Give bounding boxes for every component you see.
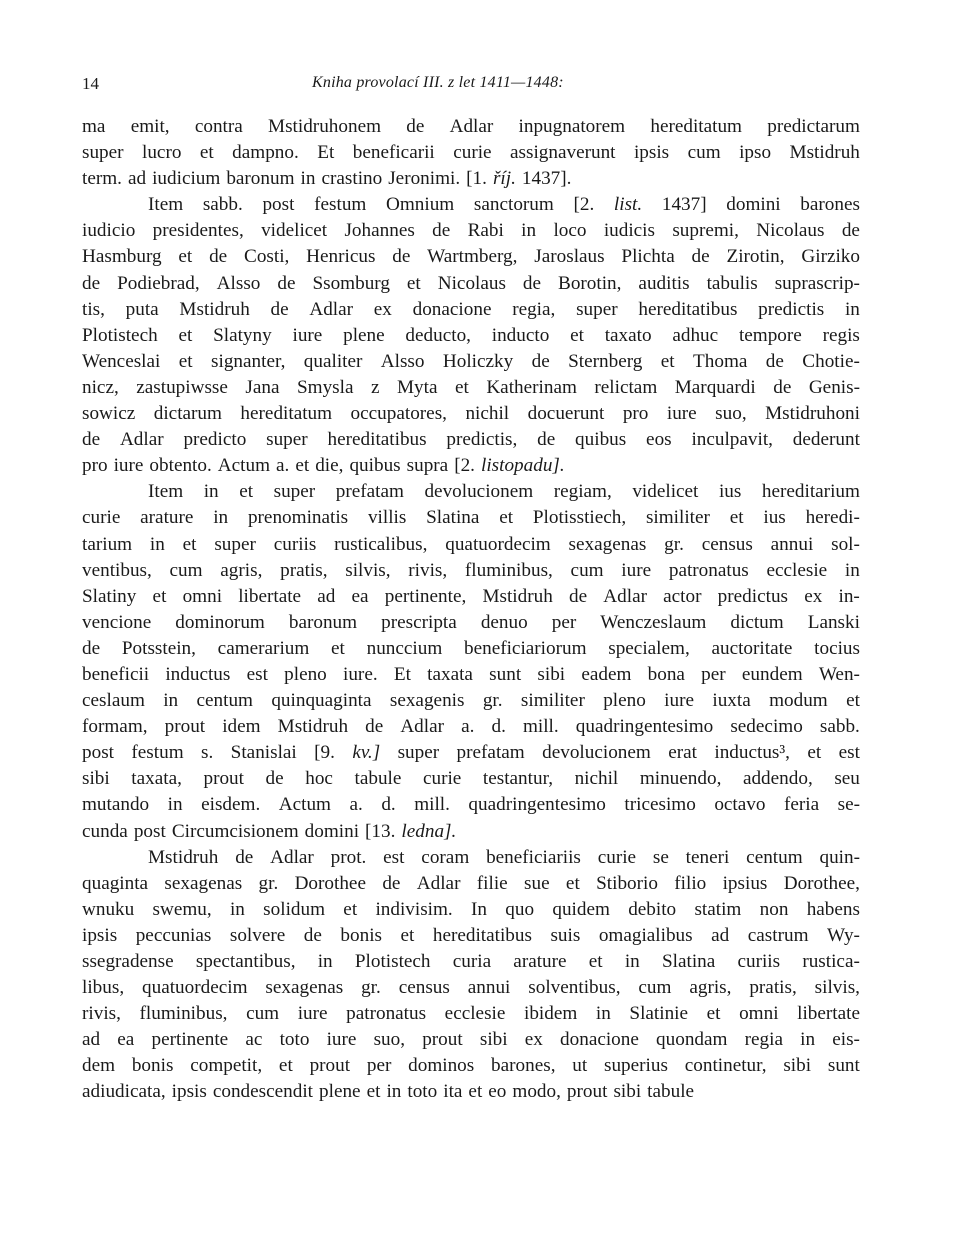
text-line: de Adlar predicto super hereditatibus predictis, de quibus eos inculpavit, dederunt bbox=[82, 429, 860, 451]
text-line: formam, prout idem Mstidruh de Adlar a. d. mill. quadringentesimo sedecimo sabb. bbox=[82, 716, 860, 738]
paragraph bbox=[82, 479, 860, 844]
text-line: sowicz dictarum hereditatum occupatores, nichil docuerunt pro iure suo, Mstidruhoni bbox=[82, 403, 860, 425]
text-line: ssegradense spectantibus, in Plotistech curia arature et in Slatina curiis rustica- bbox=[82, 951, 860, 972]
text-line: rivis, fluminibus, cum iure patronatus ecclesie ibidem in Slatinie et omni libertate bbox=[82, 1003, 860, 1025]
text-line: Slatiny et omni libertate ad ea pertinente, Mstidruh de Adlar actor predictus ex in- bbox=[82, 585, 860, 607]
body-text bbox=[82, 114, 860, 1106]
text-line: ventibus, cum agris, pratis, silvis, rivis, fluminibus, cum iure patronatus ecclesie in bbox=[82, 559, 860, 581]
text-line: Wenceslai et signanter, qualiter Alsso Holiczky de Sternberg et Thoma de Chotie- bbox=[82, 350, 860, 372]
text-line: quaginta sexagenas gr. Dorothee de Adlar filie sue et Stiborio filio ipsius Dorothee, bbox=[82, 872, 860, 894]
text-line: de Potsstein, camerarium et nunccium beneficiariorum specialem, auctoritate tocius bbox=[82, 637, 860, 659]
text-line: super lucro et dampno. Et beneficarii curie assignaverunt ipsis cum ipso Mstidruh bbox=[82, 142, 860, 164]
text-line: ipsis peccunias solvere de bonis et hereditatibus suis omagialibus ad castrum Wy- bbox=[82, 924, 860, 946]
text-line: beneficii inductus est pleno iure. Et taxata sunt sibi eadem bona per eundem Wen- bbox=[82, 663, 860, 685]
paragraph bbox=[82, 192, 860, 479]
text-line: Mstidruh de Adlar prot. est coram beneficiariis curie se teneri centum quin- bbox=[148, 846, 860, 868]
text-line: cunda post Circumcisionem domini [13. ledna]. bbox=[82, 820, 457, 842]
running-header bbox=[82, 70, 860, 98]
paragraph bbox=[82, 114, 860, 192]
text-line: ad ea pertinente ac toto iure suo, prout sibi ex donacione quondam regia in eis- bbox=[82, 1029, 860, 1051]
text-line: Item sabb. post festum Omnium sanctorum [2. list. 1437] domini barones bbox=[148, 194, 860, 216]
running-title: Kniha provolací III. z let 1411—1448: bbox=[312, 74, 564, 91]
text-line: Hasmburg et de Costi, Henricus de Wartmberg, Jaroslaus Plichta de Zirotin, Girziko bbox=[82, 246, 860, 268]
text-line: tis, puta Mstidruh de Adlar ex donacione regia, super hereditatibus predictis in bbox=[82, 298, 860, 320]
text-line: ma emit, contra Mstidruhonem de Adlar inpugnatorem hereditatum predictarum bbox=[82, 116, 860, 137]
paragraph bbox=[82, 845, 860, 1106]
text-line: sibi taxata, prout de hoc tabule curie testantur, nichil minuendo, addendo, seu bbox=[82, 768, 860, 790]
text-line: dem bonis competit, et prout per dominos barones, ut superius continetur, sibi sunt bbox=[82, 1055, 860, 1077]
text-line: ceslaum in centum quinquaginta sexagenis gr. similiter pleno iure iuxta modum et bbox=[82, 690, 860, 712]
text-line: mutando in eisdem. Actum a. d. mill. quadringentesimo tricesimo octavo feria se- bbox=[82, 794, 860, 816]
text-line: Plotistech et Slatyny iure plene deducto, inducto et taxato adhuc tempore regis bbox=[82, 324, 860, 346]
text-line: nicz, zastupiwsse Jana Smysla z Myta et Katherinam relictam Marquardi de Genis- bbox=[82, 376, 860, 398]
text-line: curie arature in prenominatis villis Slatina et Plotisstiech, similiter et ius heredi- bbox=[82, 507, 860, 529]
text-line: iudicio presidentes, videlicet Johannes de Rabi in loco iudicis supremi, Nicolaus de bbox=[82, 220, 860, 242]
text-line: de Podiebrad, Alsso de Ssomburg et Nicolaus de Borotin, auditis tabulis suprascrip- bbox=[82, 272, 860, 294]
text-line: wnuku swemu, in solidum et indivisim. In quo quidem debito statim non habens bbox=[82, 898, 860, 920]
document-page bbox=[82, 70, 860, 1106]
text-line: Item in et super prefatam devolucionem regiam, videlicet ius hereditarium bbox=[148, 481, 860, 503]
text-line: pro iure obtento. Actum a. et die, quibus supra [2. listopadu]. bbox=[82, 455, 565, 477]
text-line: tarium in et super curiis rusticalibus, quatuordecim sexagenas gr. census annui sol- bbox=[82, 533, 860, 555]
text-line: post festum s. Stanislai [9. kv.] super prefatam devolucionem erat inductus³, et est bbox=[82, 742, 860, 764]
text-line: term. ad iudicium baronum in crastino Jeronimi. [1. říj. 1437]. bbox=[82, 168, 572, 190]
text-line: adiudicata, ipsis condescendit plene et in toto ita et eo modo, prout sibi tabule bbox=[82, 1081, 695, 1103]
page-number: 14 bbox=[82, 74, 99, 93]
text-line: vencione dominorum baronum prescripta denuo per Wenczeslaum dictum Lanski bbox=[82, 611, 860, 633]
text-line: libus, quatuordecim sexagenas gr. census annui solventibus, cum agris, pratis, silvis, bbox=[82, 977, 860, 999]
